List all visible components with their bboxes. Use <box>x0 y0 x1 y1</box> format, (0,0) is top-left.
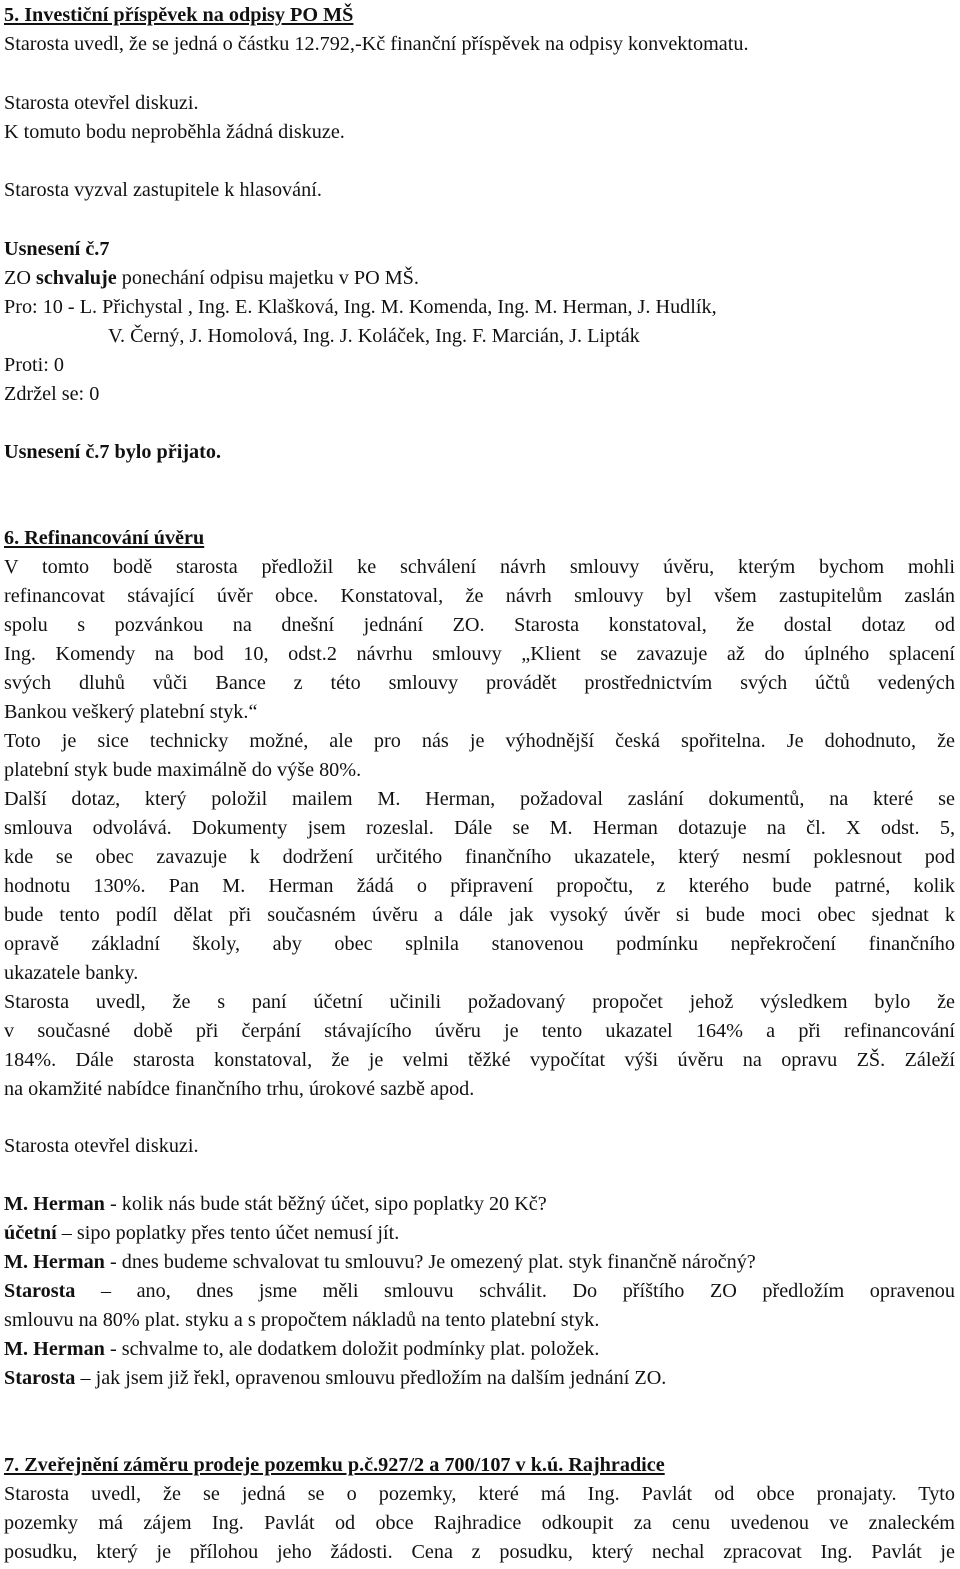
paragraph-line: hodnotu 130%. Pan M. Herman žádá o připravení propočtu, z kterého bude patrné, kolik <box>4 875 955 897</box>
speech: – jak jsem již řekl, opravenou smlouvu předložím na dalším jednání ZO. <box>75 1367 667 1389</box>
paragraph-line: Starosta uvedl, že s paní účetní učinili požadovaný propočet jehož výsledkem bylo že <box>4 991 955 1013</box>
resolution-verb: schvaluje <box>35 267 117 289</box>
speech: - schvalme to, ale dodatkem doložit podmínky plat. položek. <box>104 1338 600 1360</box>
paragraph-line: na okamžité nabídce finančního trhu, úrokové sazbě apod. <box>4 1078 475 1100</box>
paragraph-line: posudku, který je přílohou jeho žádosti. Cena z posudku, který nechal zpracovat Ing. Pavlát je <box>4 1541 955 1563</box>
paragraph-line: Další dotaz, který položil mailem M. Herman, požadoval zaslání dokumentů, na které se <box>4 788 955 810</box>
resolution-text <box>4 266 419 290</box>
speaker: M. Herman <box>4 1338 105 1360</box>
section-5-heading: 5. Investiční příspěvek na odpisy PO MŠ <box>4 4 354 26</box>
discussion-open-2: Starosta otevřel diskuzi. <box>4 1135 199 1157</box>
speaker: účetní <box>4 1222 57 1244</box>
paragraph-line: opravě základní školy, aby obec splnila stanovenou podmínku nepřekročení finančního <box>4 933 955 955</box>
section-6-heading: 6. Refinancování úvěru <box>4 527 205 549</box>
speech: – sipo poplatky přes tento účet nemusí jít. <box>56 1222 400 1244</box>
call-to-vote: Starosta vyzval zastupitele k hlasování. <box>4 179 322 201</box>
speech: - dnes budeme schvalovat tu smlouvu? Je omezený plat. styk finančně náročný? <box>104 1251 756 1273</box>
paragraph-line: 184%. Dále starosta konstatoval, že je velmi těžké vypočítat výši úvěru na opravu ZŠ. Záleží <box>4 1049 955 1071</box>
section-7-heading: 7. Zveřejnění záměru prodeje pozemku p.č.927/2 a 700/107 v k.ú. Rajhradice <box>4 1454 665 1476</box>
vote-pro-line-1: Pro: 10 - L. Přichystal , Ing. E. Klašková, Ing. M. Komenda, Ing. M. Herman, J. Hudlík, <box>4 296 717 318</box>
paragraph-line: Bankou veškerý platební styk.“ <box>4 701 258 723</box>
resolution-zo: ZO <box>4 267 36 289</box>
paragraph-line: Toto je sice technicky možné, ale pro nás je výhodnější česká spořitelna. Je dohodnuto, že <box>4 730 955 752</box>
discussion-entry <box>4 1337 599 1361</box>
paragraph-line: platební styk bude maximálně do výše 80%. <box>4 759 362 781</box>
paragraph-line: bude tento podíl dělat při současném úvěru a dále jak vysoký úvěr si bude moci obec sjednat k <box>4 904 955 926</box>
speaker: M. Herman <box>4 1251 105 1273</box>
paragraph-line: ukazatele banky. <box>4 962 139 984</box>
paragraph-line: Ing. Komendy na bod 10, odst.2 návrhu smlouvy „Klient se zavazuje až do úplného splacení <box>4 643 955 665</box>
discussion-entry <box>4 1221 399 1245</box>
discussion-entry <box>4 1366 666 1390</box>
discussion-entry-cont: smlouvu na 80% plat. styku a s propočtem nákladů na tento platební styk. <box>4 1309 600 1331</box>
discussion-open: Starosta otevřel diskuzi. <box>4 92 199 114</box>
discussion-entry <box>4 1250 756 1274</box>
speech: - kolik nás bude stát běžný účet, sipo poplatky 20 Kč? <box>104 1193 547 1215</box>
discussion-entry <box>4 1279 955 1303</box>
resolution-accepted: Usnesení č.7 bylo přijato. <box>4 441 222 463</box>
no-discussion: K tomuto bodu neproběhla žádná diskuze. <box>4 121 345 143</box>
speaker: M. Herman <box>4 1193 105 1215</box>
vote-abstain: Zdržel se: 0 <box>4 383 100 405</box>
paragraph-line: spolu s pozvánkou na dnešní jednání ZO. Starosta konstatoval, že dostal dotaz od <box>4 614 955 636</box>
paragraph-line: V tomto bodě starosta předložil ke schválení návrh smlouvy úvěru, kterým bychom mohli <box>4 556 955 578</box>
resolution-title: Usnesení č.7 <box>4 238 110 260</box>
speaker: Starosta <box>4 1280 76 1302</box>
section-5-intro: Starosta uvedl, že se jedná o částku 12.792,-Kč finanční příspěvek na odpisy konvektomatu. <box>4 33 749 55</box>
vote-pro-line-2: V. Černý, J. Homolová, Ing. J. Koláček, Ing. F. Marcián, J. Lipták <box>108 325 640 347</box>
paragraph-line: refinancovat stávající úvěr obce. Konstatoval, že návrh smlouvy byl všem zastupitelům zaslán <box>4 585 955 607</box>
paragraph-line: Starosta uvedl, že se jedná se o pozemky, které má Ing. Pavlát od obce pronajaty. Tyto <box>4 1483 955 1505</box>
paragraph-line: svých dluhů vůči Bance z této smlouvy provádět prostřednictvím svých účtů vedených <box>4 672 955 694</box>
speech: – ano, dnes jsme měli smlouvu schválit. Do příštího ZO předložím opravenou <box>75 1280 955 1302</box>
paragraph-line: kde se obec zavazuje k dodržení určitého finančního ukazatele, který nesmí poklesnout pod <box>4 846 955 868</box>
paragraph-line: v současné době při čerpání stávajícího úvěru je tento ukazatel 164% a při refinancování <box>4 1020 955 1042</box>
paragraph-line: smlouva odvolává. Dokumenty jsem rozeslal. Dále se M. Herman dotazuje na čl. X odst. 5, <box>4 817 955 839</box>
speaker: Starosta <box>4 1367 76 1389</box>
discussion-entry <box>4 1192 547 1216</box>
paragraph-line: pozemky má zájem Ing. Pavlát od obce Rajhradice odkoupit za cenu uvedenou ve znaleckém <box>4 1512 955 1534</box>
resolution-rest: ponechání odpisu majetku v PO MŠ. <box>116 267 419 289</box>
vote-against: Proti: 0 <box>4 354 65 376</box>
